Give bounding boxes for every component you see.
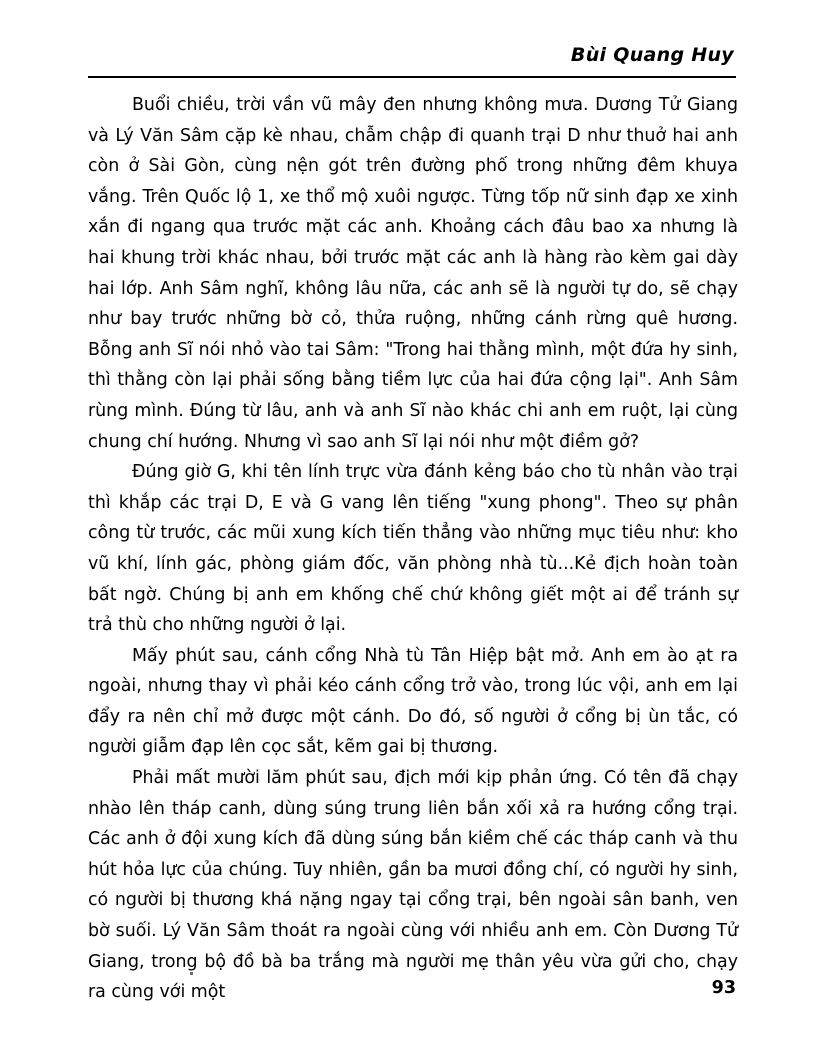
page-number: 93 [711,978,736,998]
paragraph: Mấy phút sau, cánh cổng Nhà tù Tân Hiệp bật mở. Anh em ào ạt ra ngoài, nhưng thay vì phải kéo cánh cổng trở vào, trong lúc vội, anh em lại đẩy ra nên chỉ mở được một cánh. Do đó, số người ở cổng bị ùn tắc, có người giẫm đạp lên cọc sắt, kẽm gai bị thương. [88,645,738,758]
header-divider [88,76,736,78]
paragraph: Đúng giờ G, khi tên lính trực vừa đánh kẻng báo cho tù nhân vào trại thì khắp các trại D, E và G vang lên tiếng "xung phong". Theo sự phân công từ trước, các mũi xung kích tiến thẳng vào những mục tiêu như: kho vũ khí, lính gác, phòng giám đốc, văn phòng nhà tù...Kẻ địch hoàn toàn bất ngờ. Chúng bị anh em khống chế chứ không giết một ai để tránh sự trả thù cho những người ở lại. [88,462,738,636]
paragraph: Phải mất mười lăm phút sau, địch mới kịp phản ứng. Có tên đã chạy nhào lên tháp canh, dùng súng trung liên bắn xối xả ra hướng cổng trại. Các anh ở đội xung kích đã dùng súng bắn kiềm chế các tháp canh và thu hút hỏa lực của chúng. Tuy nhiên, gần ba mươi đồng chí, có người hy sinh, có người bị thương khá nặng ngay tại cổng trại, bên ngoài sân banh, ven bờ suối. Lý Văn Sâm thoát ra ngoài cùng với nhiều anh em. Còn Dương Tử Giang, trong bộ đồ bà ba trắng mà người mẹ thân yêu vừa gửi cho, chạy ra cùng với một [88,768,738,1003]
paragraph: Buổi chiều, trời vần vũ mây đen nhưng không mưa. Dương Tử Giang và Lý Văn Sâm cặp kè nhau, chẫm chập đi quanh trại D như thuở hai anh còn ở Sài Gòn, cùng nện gót trên đường phố trong những đêm khuya vắng. Trên Quốc lộ 1, xe thổ mộ xuôi ngược. Từng tốp nữ sinh đạp xe xinh xắn đi ngang qua trước mặt các anh. Khoảng cách đâu bao xa nhưng là hai khung trời khác nhau, bởi trước mặt các anh là hàng rào kèm gai dày hai lớp. Anh Sâm nghĩ, không lâu nữa, các anh sẽ là người tự do, sẽ chạy như bay trước những bờ cỏ, thửa ruộng, những cánh rừng quê hương. Bỗng anh Sĩ nói nhỏ vào tai Sâm: "Trong hai thằng mình, một đứa hy sinh, thì thằng còn lại phải sống bằng tiềm lực của hai đứa cộng lại". Anh Sâm rùng mình. Đúng từ lâu, anh và anh Sĩ nào khác chi anh em ruột, lại cùng chung chí hướng. Nhưng vì sao anh Sĩ lại nói như một điềm gở? [88,95,738,452]
running-title: Bùi Quang Huy [570,44,734,66]
page-header [88,44,736,66]
scan-speck [190,972,193,975]
body-text [88,90,738,1008]
